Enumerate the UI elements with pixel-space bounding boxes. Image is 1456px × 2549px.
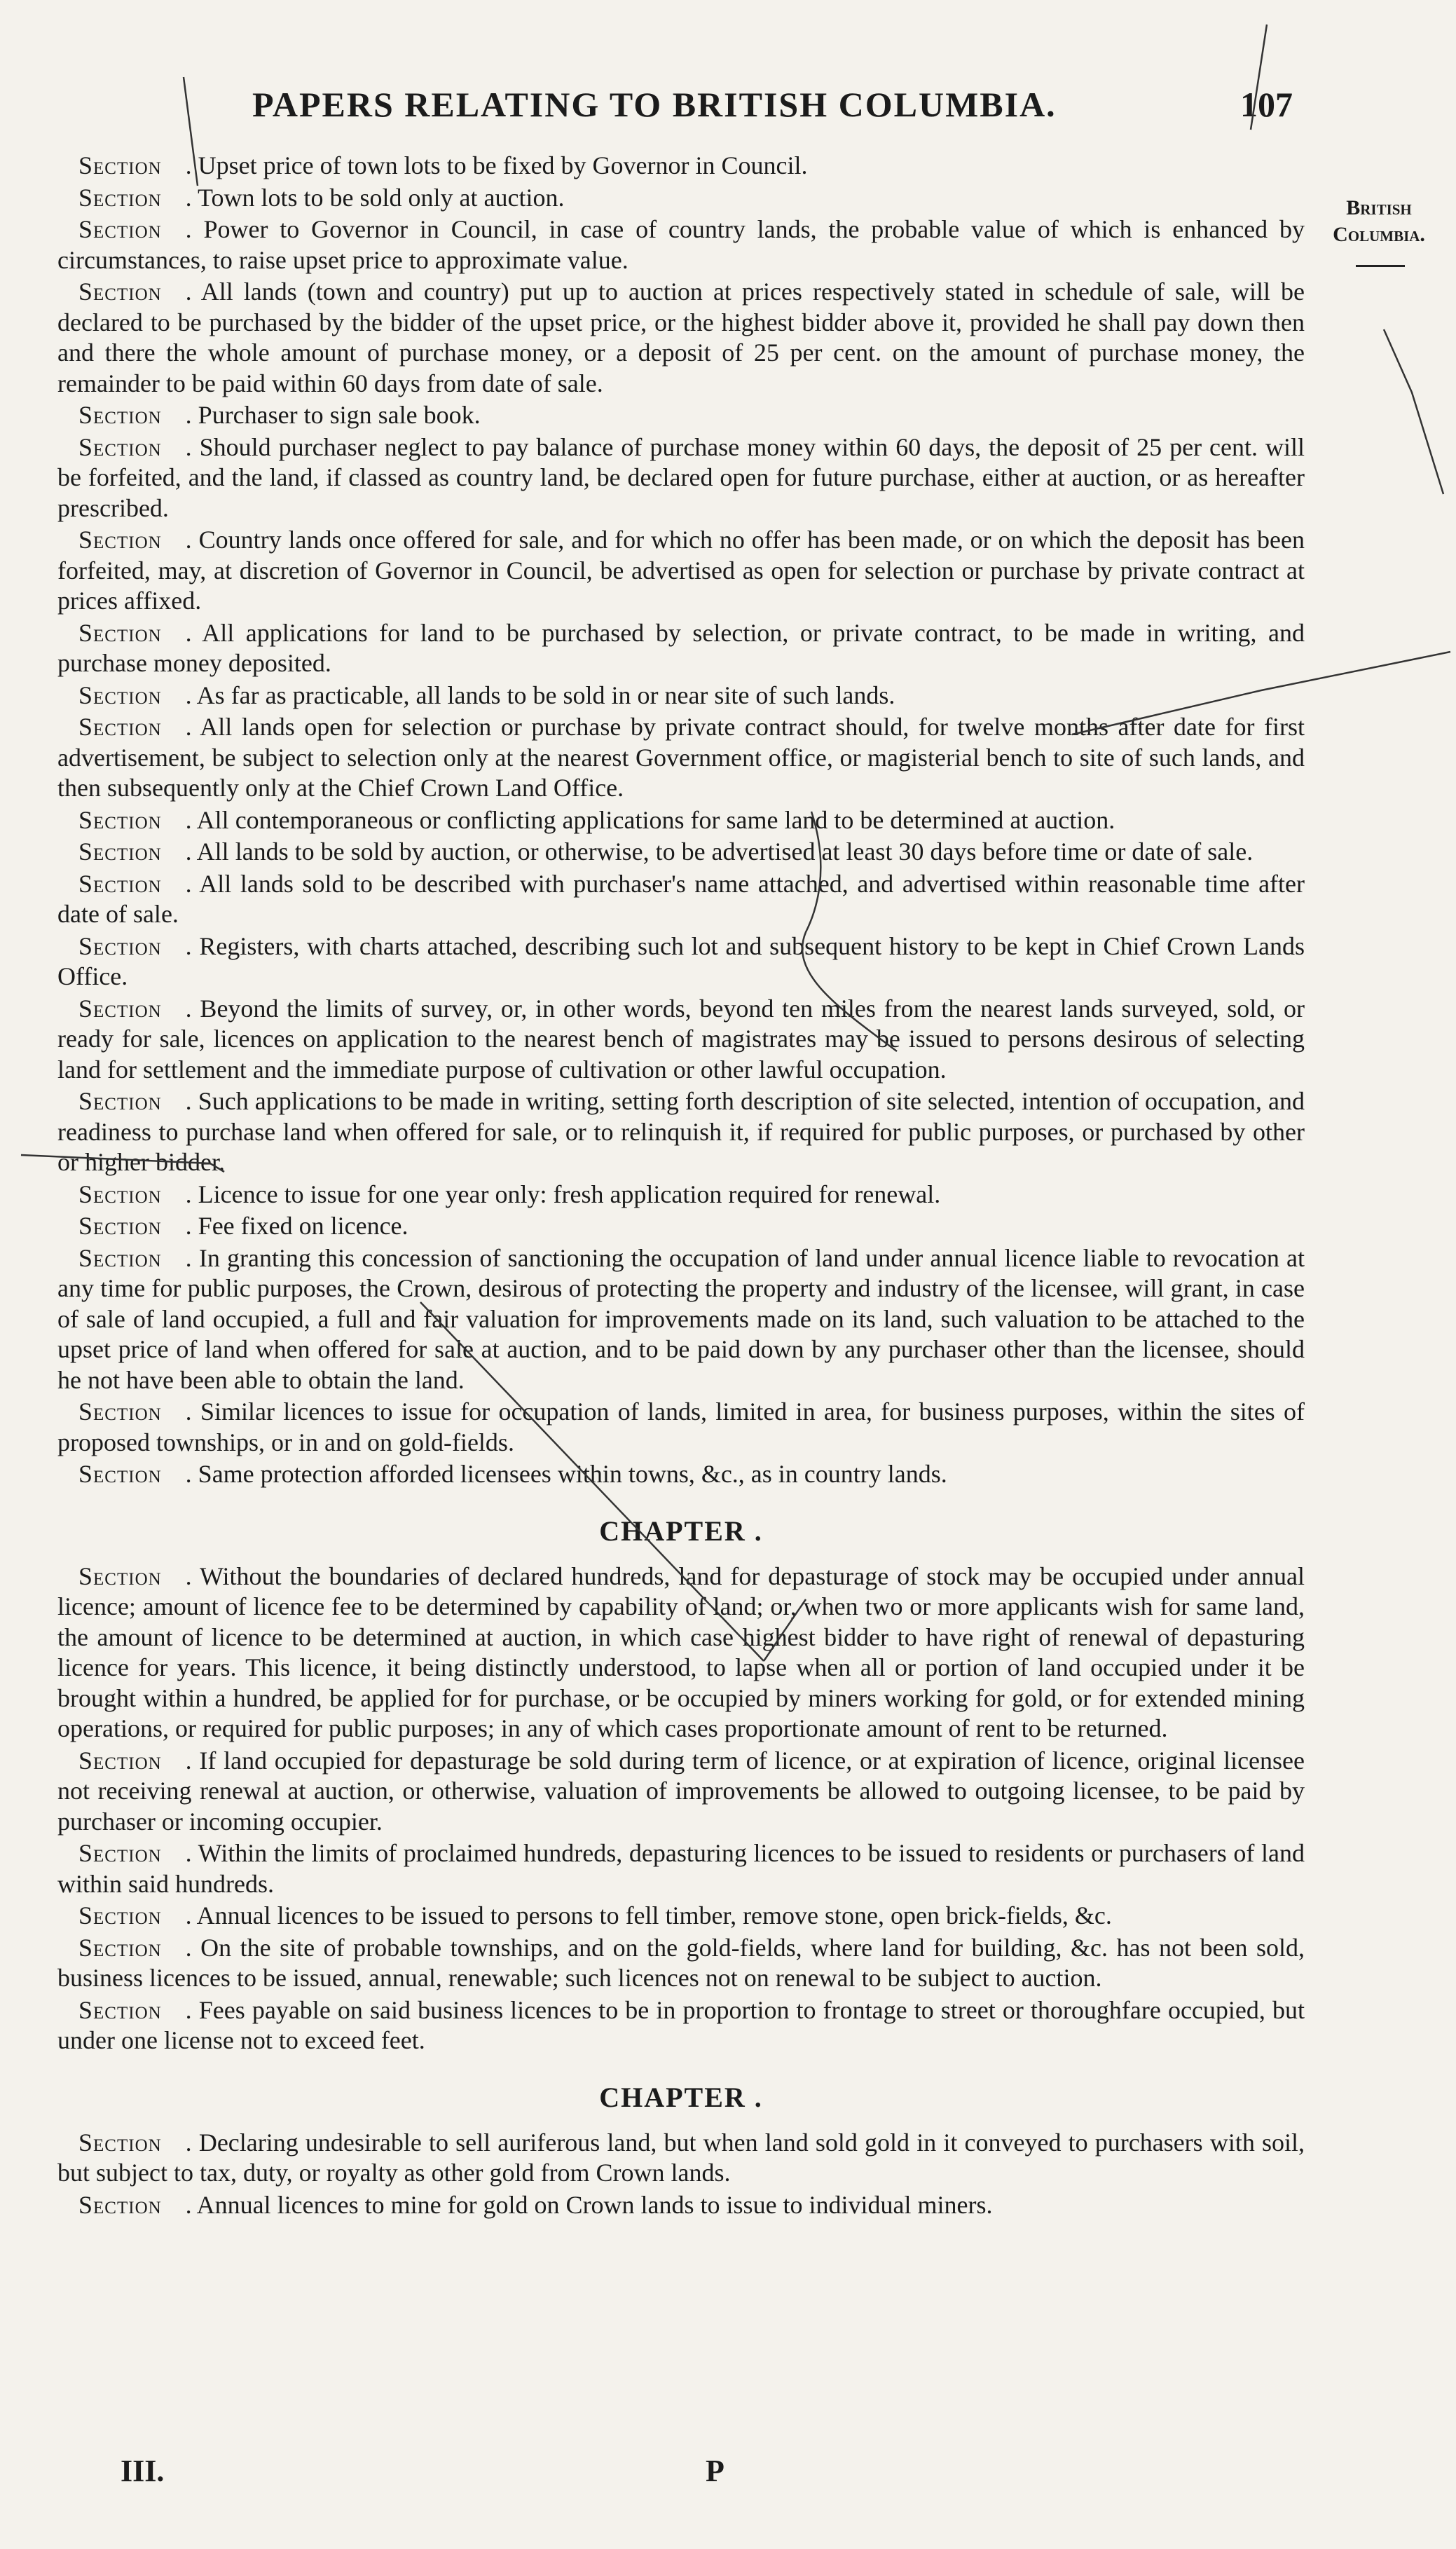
section-label: Section	[78, 1901, 162, 1929]
section-label: Section	[78, 1180, 162, 1208]
section-label: Section	[78, 1397, 162, 1426]
chapter-heading: CHAPTER .	[599, 1515, 763, 1547]
section-text: . If land occupied for depasturage be sold during term of licence, or at expiration of licence, original licensee not receiving renewal at auction, or otherwise, valuation of improvements be allowed to outgoing licensee, to be paid by purchaser or incoming occupier.	[57, 1746, 1305, 1836]
section-text: . Country lands once offered for sale, and for which no offer has been made, or on which the deposit has been forfeited, may, at discretion of Governor in Council, be advertised as open for selection or purchase by private contract at prices affixed.	[57, 526, 1305, 615]
pencil-stroke	[764, 1599, 806, 1661]
section-text: . Purchaser to sign sale book.	[185, 401, 481, 429]
section-text: . Licence to issue for one year only: fresh application required for renewal.	[185, 1180, 941, 1208]
section-label: Section	[78, 401, 162, 429]
section-label: Section	[78, 183, 162, 212]
section-label: Section	[78, 151, 162, 179]
section-label: Section	[78, 526, 162, 554]
section-label: Section	[78, 1212, 162, 1240]
section-text: . Without the boundaries of declared hundreds, land for depasturage of stock may be occupied under annual licence; amount of licence fee to be determined by capability of land; or, when two or more applicants wish for same land, the amount of licence to be determined at auction, in which case highest bidder to have right of renewal of depasturing licence for years. This licence, it being distinctly understood, to lapse when all or portion of land occupied under it be brought within a hundred, be applied for for purchase, or be occupied by miners working for gold, or for extended mining operations, or required for public purposes; in any of which cases proportionate amount of rent to be returned.	[57, 1561, 1305, 1742]
section-label: Section	[78, 805, 162, 834]
section-text: . Declaring undesirable to sell auriferous land, but when land sold gold in it conveyed to purchasers with soil, but subject to tax, duty, or royalty as other gold from Crown lands.	[57, 2128, 1305, 2187]
section-label: Section	[78, 1243, 162, 1272]
section-label: Section	[78, 215, 162, 243]
section-label: Section	[78, 1995, 162, 2024]
section-text: . Fees payable on said business licences to be in proportion to frontage to street or thoroughfare occupied, but under one license not to exceed feet.	[57, 1995, 1305, 2054]
section-label: Section	[78, 1933, 162, 1962]
section-text: . Same protection afforded licensees within towns, &c., as in country lands.	[185, 1460, 947, 1488]
margin-note-line: Columbia.	[1333, 223, 1425, 246]
page-title: PAPERS RELATING TO BRITISH COLUMBIA.	[252, 85, 1057, 124]
section-label: Section	[78, 713, 162, 741]
section-text: . Power to Governor in Council, in case of country lands, the probable value of which is enhanced by circumstances, to raise upset price to approximate value.	[57, 215, 1305, 274]
chapter-heading: CHAPTER .	[599, 2081, 763, 2113]
section-label: Section	[78, 1460, 162, 1488]
pencil-stroke	[420, 1302, 764, 1661]
section-label: Section	[78, 618, 162, 647]
section-text: . On the site of probable townships, and on the gold-fields, where land for building, &c. has not been sold, business licences to be issued, annual, renewable; such licences not on renewal to be subject to auction.	[57, 1933, 1305, 1992]
section-text: . Annual licences to mine for gold on Crown lands to issue to individual miners.	[185, 2190, 993, 2219]
section-text: . In granting this concession of sanctioning the occupation of land under annual licence liable to revocation at any time for public purposes, the Crown, desirous of protecting the property and industry of the licensee, will grant, in case of sale of land occupied, a full and fair valuation for improvements made on its land, such valuation to be attached to the upset price of land when offered for sale at auction, and to be paid down by any purchaser other than the licensee, should he not have been able to obtain the land.	[57, 1243, 1305, 1394]
section-label: Section	[78, 931, 162, 960]
signature-letter: P	[706, 2454, 724, 2488]
signature-mark: III.	[121, 2454, 165, 2488]
pencil-stroke	[184, 77, 198, 186]
section-text: . All lands sold to be described with purchaser's name attached, and advertised within reasonable time after date of sale.	[57, 869, 1305, 928]
margin-note-line: British	[1346, 196, 1412, 219]
section-text: . Beyond the limits of survey, or, in other words, beyond ten miles from the nearest lands surveyed, sold, or ready for sale, licences on application to the nearest bench of magistrates may be issued to persons desirous of selecting land for settlement and the immediate purpose of cultivation or other lawful occupation.	[57, 994, 1305, 1084]
section-text: . Annual licences to be issued to persons to fell timber, remove stone, open brick-fields, &c.	[185, 1901, 1112, 1929]
section-text: . All applications for land to be purchased by selection, or private contract, to be made in writing, and purchase money deposited.	[57, 618, 1305, 677]
pencil-stroke	[1072, 652, 1450, 734]
section-text: . Within the limits of proclaimed hundreds, depasturing licences to be issued to residents or purchasers of land within said hundreds.	[57, 1839, 1305, 1898]
pencil-stroke	[1251, 25, 1267, 130]
section-label: Section	[78, 838, 162, 866]
section-text: . All lands open for selection or purchase by private contract should, for twelve months after date for first advertisement, be subject to selection only at the nearest Government office, or magisterial bench to site of such lands, and then subsequently only at the Chief Crown Land Office.	[57, 713, 1305, 802]
section-label: Section	[78, 2190, 162, 2219]
pencil-stroke	[1384, 329, 1443, 494]
section-text: . Upset price of town lots to be fixed by Governor in Council.	[185, 151, 808, 179]
section-text: . Town lots to be sold only at auction.	[185, 183, 565, 212]
section-text: . All lands (town and country) put up to auction at prices respectively stated in schedule of sale, will be declared to be purchased by the bidder of the upset price, or the highest bidder above it, provided he shall pay down then and there the whole amount of purchase money, or a deposit of 25 per cent. on the amount of purchase money, the remainder to be paid within 60 days from date of sale.	[57, 278, 1305, 397]
section-label: Section	[78, 432, 162, 461]
section-label: Section	[78, 681, 162, 709]
section-text: . All contemporaneous or conflicting applications for same land to be determined at auction.	[185, 805, 1115, 834]
section-text: . Such applications to be made in writing, setting forth description of site selected, intention of occupation, and readiness to purchase land when offered for sale, or to relinquish it, if required for public purposes, or purchased by other or higher bidder.	[57, 1087, 1305, 1176]
section-label: Section	[78, 1746, 162, 1775]
section-label: Section	[78, 869, 162, 898]
pencil-stroke	[21, 1155, 224, 1172]
section-label: Section	[78, 1087, 162, 1115]
section-label: Section	[78, 1561, 162, 1590]
section-text: . As far as practicable, all lands to be sold in or near site of such lands.	[185, 681, 895, 709]
section-text: . All lands to be sold by auction, or otherwise, to be advertised at least 30 days before time or date of sale.	[185, 838, 1254, 866]
section-label: Section	[78, 278, 162, 306]
section-label: Section	[78, 2128, 162, 2157]
section-text: . Registers, with charts attached, describing such lot and subsequent history to be kept in Chief Crown Lands Office.	[57, 931, 1305, 990]
pencil-stroke	[802, 812, 897, 1051]
section-text: . Should purchaser neglect to pay balance of purchase money within 60 days, the deposit of 25 per cent. will be forfeited, and the land, if classed as country land, be declared open for future purchase, either at auction, or as hereafter prescribed.	[57, 432, 1305, 522]
section-label: Section	[78, 994, 162, 1023]
section-label: Section	[78, 1839, 162, 1867]
section-text: . Similar licences to issue for occupation of lands, limited in area, for business purposes, within the sites of proposed townships, or in and on gold-fields.	[57, 1397, 1305, 1456]
section-text: . Fee fixed on licence.	[185, 1212, 408, 1240]
page-number: 107	[1240, 85, 1293, 124]
